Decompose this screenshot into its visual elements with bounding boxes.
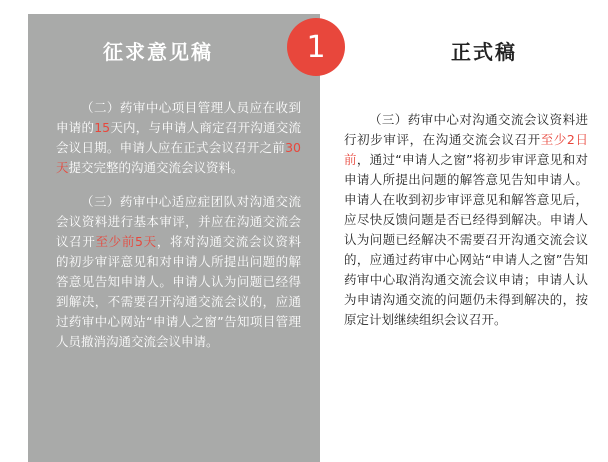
badge-number: 1 [306,29,326,65]
highlight-days-30: 30天 [56,140,301,175]
text-run: 提交完整的沟通交流会议资料。 [68,160,244,175]
draft-title: 征求意见稿 [103,40,213,64]
number-badge [287,18,345,76]
text-run: ，通过“申请人之窗”将初步审评意见和对申请人所提出问题的解答意见告知申请人。申请人在收到初步审评意见和解答意见后，应尽快反馈问题是否已经得到解决。申请人认为问题已经解决不需要召开沟通交流会议的，应通过药审中心网站“申请人之窗”告知药审中心取消沟通交流会议申请；申请人认为申请沟通交流的问题仍未得到解决的，按原定计划继续组织会议召开。 [344,152,588,327]
right-panel-final [320,14,608,462]
draft-body [56,98,301,366]
text-run: ，将对沟通交流会议资料的初步审评意见和对申请人所提出问题的解答意见告知申请人。申请人认为问题已经得到解决，不需要召开沟通交流会议的，应通过药审中心网站“申请人之窗”告知项目管理人员撤消沟通交流会议申请。 [56,234,301,349]
final-body [344,110,588,330]
left-panel-draft [28,14,320,462]
highlight-5-days: 至少前5天 [95,234,157,249]
text-run: （三）药审中心对沟通交流会议资料进行初步审评，在沟通交流会议召开 [344,112,588,147]
draft-paragraph-2 [56,98,301,178]
final-title: 正式稿 [451,40,517,64]
text-run: （三）药审中心适应症团队对沟通交流会议资料进行基本审评，并应在沟通交流会议召开 [56,194,301,249]
draft-paragraph-3 [56,192,301,352]
text-run: （二）药审中心项目管理人员应在收到申请的 [56,100,301,135]
highlight-2-days: 至少2日前 [344,132,588,167]
final-paragraph-3 [344,110,588,330]
text-run: 天内，与申请人商定召开沟通交流会议日期。申请人应在正式会议召开之前 [56,120,301,155]
highlight-days-15: 15 [94,120,111,135]
